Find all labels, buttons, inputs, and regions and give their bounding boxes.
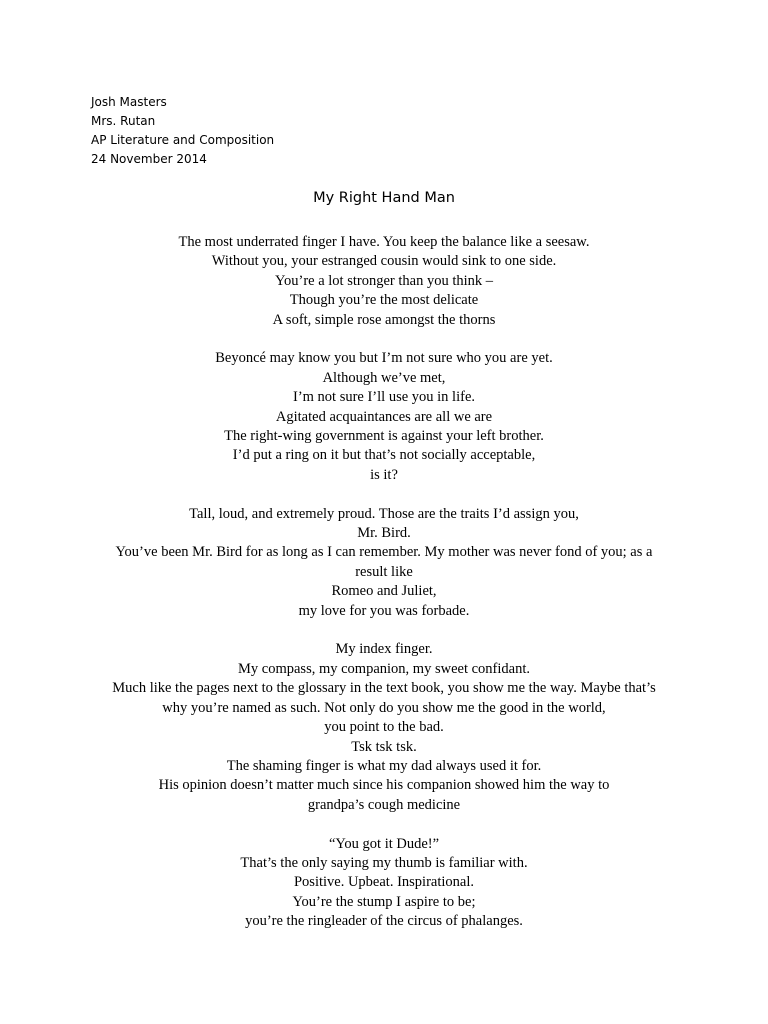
poem-line: Without you, your estranged cousin would sink to one side. (211, 253, 557, 270)
poem-line: Although we’ve met, (322, 369, 446, 386)
poem-line: I’m not sure I’ll use you in life. (292, 389, 475, 406)
poem-line: “You got it Dude!” (328, 835, 440, 852)
poem-line: I’d put a ring on it but that’s not socially acceptable, (232, 447, 536, 464)
poem-line: You’re a lot stronger than you think – (274, 272, 494, 289)
poem-line: My compass, my companion, my sweet confidant. (238, 660, 530, 677)
poem-line: His opinion doesn’t matter much since his companion showed him the way to (158, 777, 610, 794)
poem-line: you point to the bad. (324, 719, 444, 736)
poem-body (95, 233, 673, 932)
poem-line: The right-wing government is against your left brother. (224, 428, 544, 445)
poem-line: is it? (370, 466, 398, 483)
poem-line: Romeo and Juliet, (331, 583, 437, 600)
teacher-name: Mrs. Rutan (91, 114, 156, 128)
poem-line: result like (355, 563, 413, 580)
poem-line: Positive. Upbeat. Inspirational. (293, 874, 474, 891)
poem-line: you’re the ringleader of the circus of phalanges. (245, 913, 523, 930)
poem-line: Much like the pages next to the glossary in the text book, you show me the way. Maybe that’s (112, 680, 656, 697)
poem-stanza (95, 835, 673, 932)
poem-line: Though you’re the most delicate (289, 292, 479, 309)
poem-line: Mr. Bird. (357, 525, 411, 542)
poem-line: You’re the stump I aspire to be; (292, 893, 476, 910)
poem-line: why you’re named as such. Not only do you show me the good in the world, (162, 699, 606, 716)
poem-line: My index finger. (335, 641, 433, 658)
poem-line: Tall, loud, and extremely proud. Those are the traits I’d assign you, (189, 505, 579, 522)
poem-stanza (95, 349, 673, 485)
document-date: 24 November 2014 (91, 152, 207, 166)
poem-line: grandpa’s cough medicine (307, 796, 461, 813)
poem-stanza (95, 505, 673, 621)
poem-stanza (95, 640, 673, 815)
poem-stanza (95, 233, 673, 330)
poem-line: my love for you was forbade. (298, 602, 470, 619)
poem-line: The shaming finger is what my dad always used it for. (226, 757, 542, 774)
poem-line: You’ve been Mr. Bird for as long as I can remember. My mother was never fond of you; as a (115, 544, 653, 561)
poem-line: That’s the only saying my thumb is familiar with. (240, 854, 528, 871)
course-name: AP Literature and Composition (91, 133, 275, 147)
poem-line: Tsk tsk tsk. (351, 738, 417, 755)
poem-line: A soft, simple rose amongst the thorns (272, 311, 496, 328)
mla-heading (91, 93, 274, 169)
poem-line: The most underrated finger I have. You keep the balance like a seesaw. (178, 234, 590, 250)
poem-line: Beyoncé may know you but I’m not sure who you are yet. (215, 350, 553, 367)
poem-line: Agitated acquaintances are all we are (275, 408, 493, 425)
poem-title: My Right Hand Man (313, 190, 455, 206)
author-name: Josh Masters (91, 95, 167, 109)
